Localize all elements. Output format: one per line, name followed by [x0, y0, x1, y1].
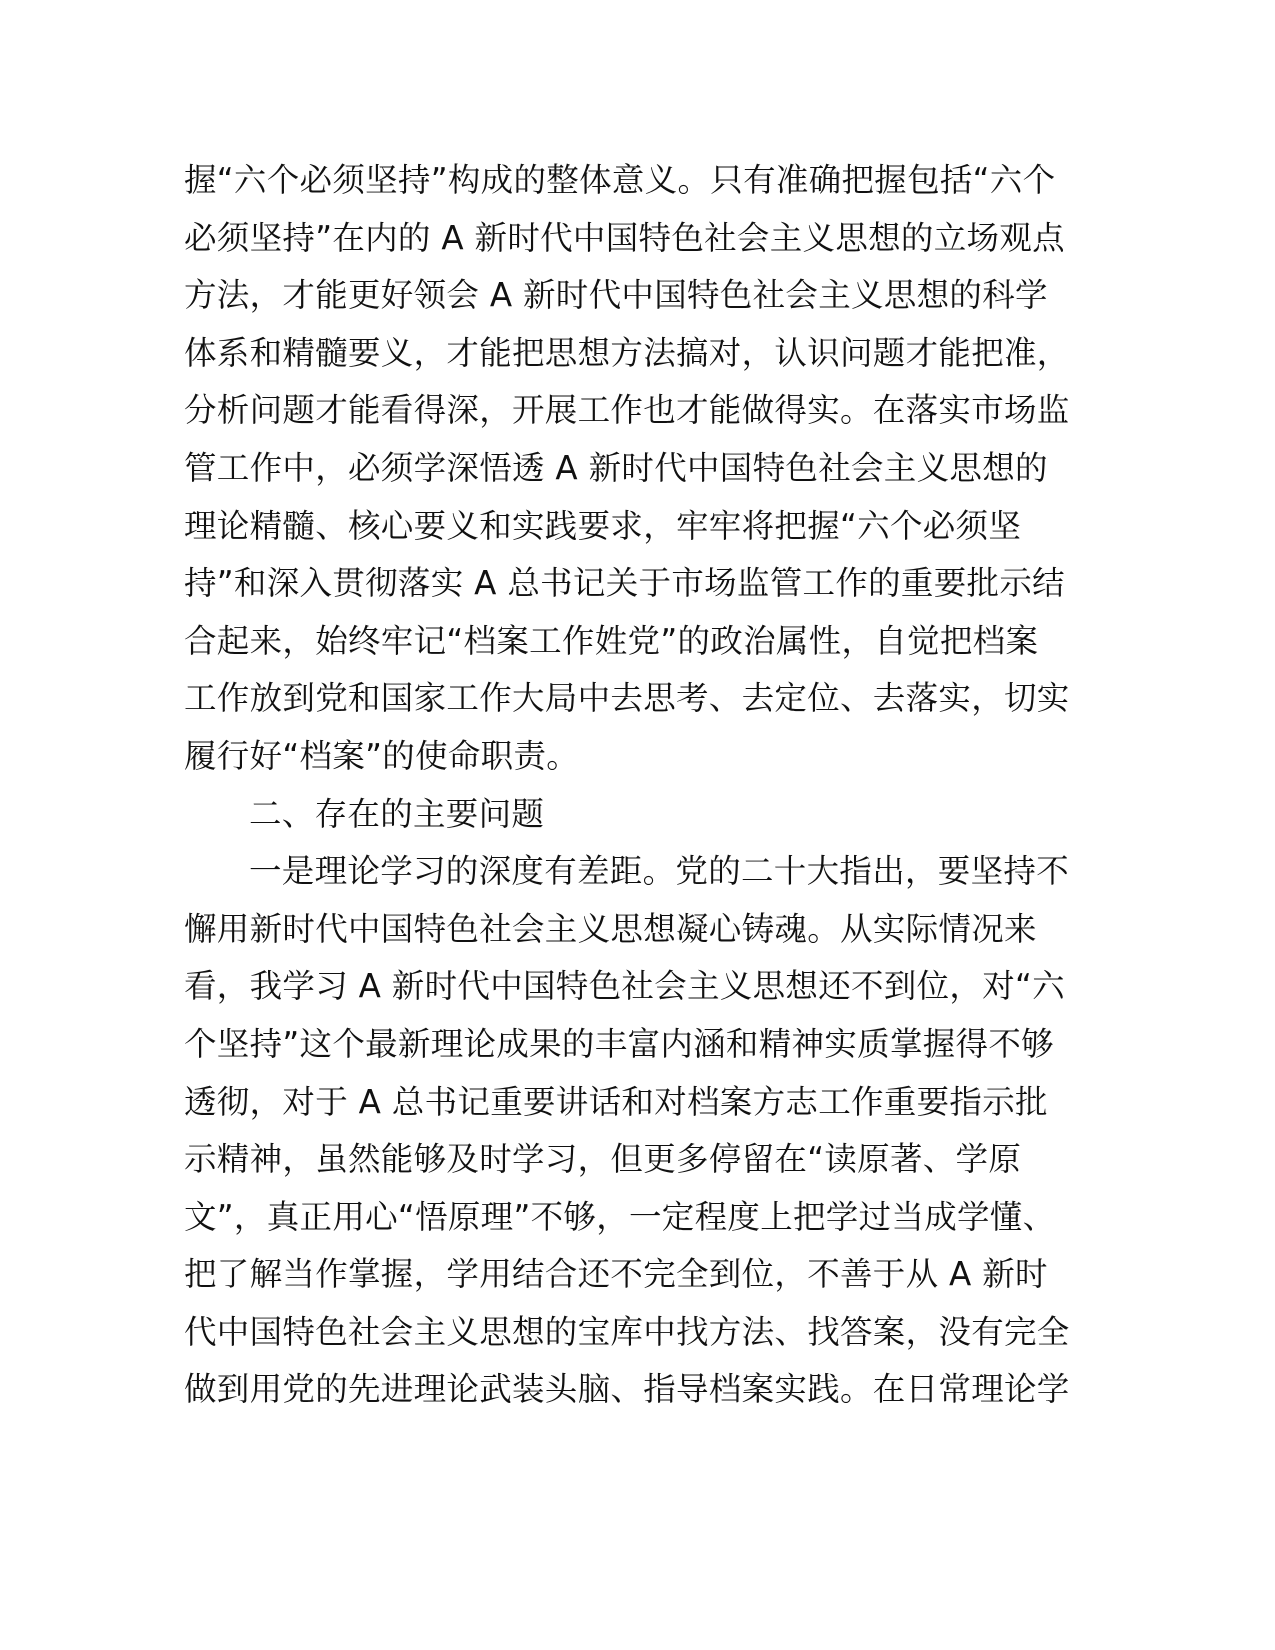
- paragraph-line: 透彻，对于 A 总书记重要讲话和对档案方志工作重要指示批: [184, 1082, 1048, 1121]
- section-heading: 二、存在的主要问题: [249, 794, 545, 833]
- paragraph-line: 懈用新时代中国特色社会主义思想凝心铸魂。从实际情况来: [184, 909, 1037, 948]
- paragraph-line: 文”，真正用心“悟原理”不够，一定程度上把学过当成学懂、: [184, 1197, 1056, 1236]
- paragraph-line: 履行好“档案”的使命职责。: [184, 736, 580, 775]
- paragraph-line: 代中国特色社会主义思想的宝库中找方法、找答案，没有完全: [184, 1312, 1070, 1351]
- paragraph-line: 个坚持”这个最新理论成果的丰富内涵和精神实质掌握得不够: [184, 1024, 1054, 1063]
- paragraph-line: 看，我学习 A 新时代中国特色社会主义思想还不到位，对“六: [184, 967, 1065, 1006]
- paragraph-line: 理论精髓、核心要义和实践要求，牢牢将把握“六个必须坚: [184, 506, 1022, 545]
- paragraph-line: 必须坚持”在内的 A 新时代中国特色社会主义思想的立场观点: [184, 218, 1065, 257]
- paragraph-line: 体系和精髓要义，才能把思想方法搞对，认识问题才能把准，: [184, 333, 1070, 372]
- paragraph-line: 把了解当作掌握，学用结合还不完全到位，不善于从 A 新时: [184, 1255, 1048, 1294]
- paragraph-line: 合起来，始终牢记“档案工作姓党”的政治属性，自觉把档案: [184, 621, 1039, 660]
- paragraph-line: 握“六个必须坚持”构成的整体意义。只有准确把握包括“六个: [184, 161, 1056, 199]
- paragraph-line: 管工作中，必须学深悟透 A 新时代中国特色社会主义思想的: [184, 448, 1048, 487]
- paragraph-line: 分析问题才能看得深，开展工作也才能做得实。在落实市场监: [184, 391, 1070, 430]
- paragraph-line: 持”和深入贯彻落实 A 总书记关于市场监管工作的重要批示结: [184, 564, 1065, 603]
- document-body: [184, 152, 1084, 1419]
- paragraph-line: 工作放到党和国家工作大局中去思考、去定位、去落实，切实: [184, 679, 1070, 718]
- paragraph-line: 方法，才能更好领会 A 新时代中国特色社会主义思想的科学: [184, 276, 1048, 315]
- paragraph-line: 示精神，虽然能够及时学习，但更多停留在“读原著、学原: [184, 1140, 1022, 1179]
- paragraph-line: 一是理论学习的深度有差距。党的二十大指出，要坚持不: [249, 852, 1070, 891]
- paragraph-line: 做到用党的先进理论武装头脑、指导档案实践。在日常理论学: [184, 1370, 1070, 1409]
